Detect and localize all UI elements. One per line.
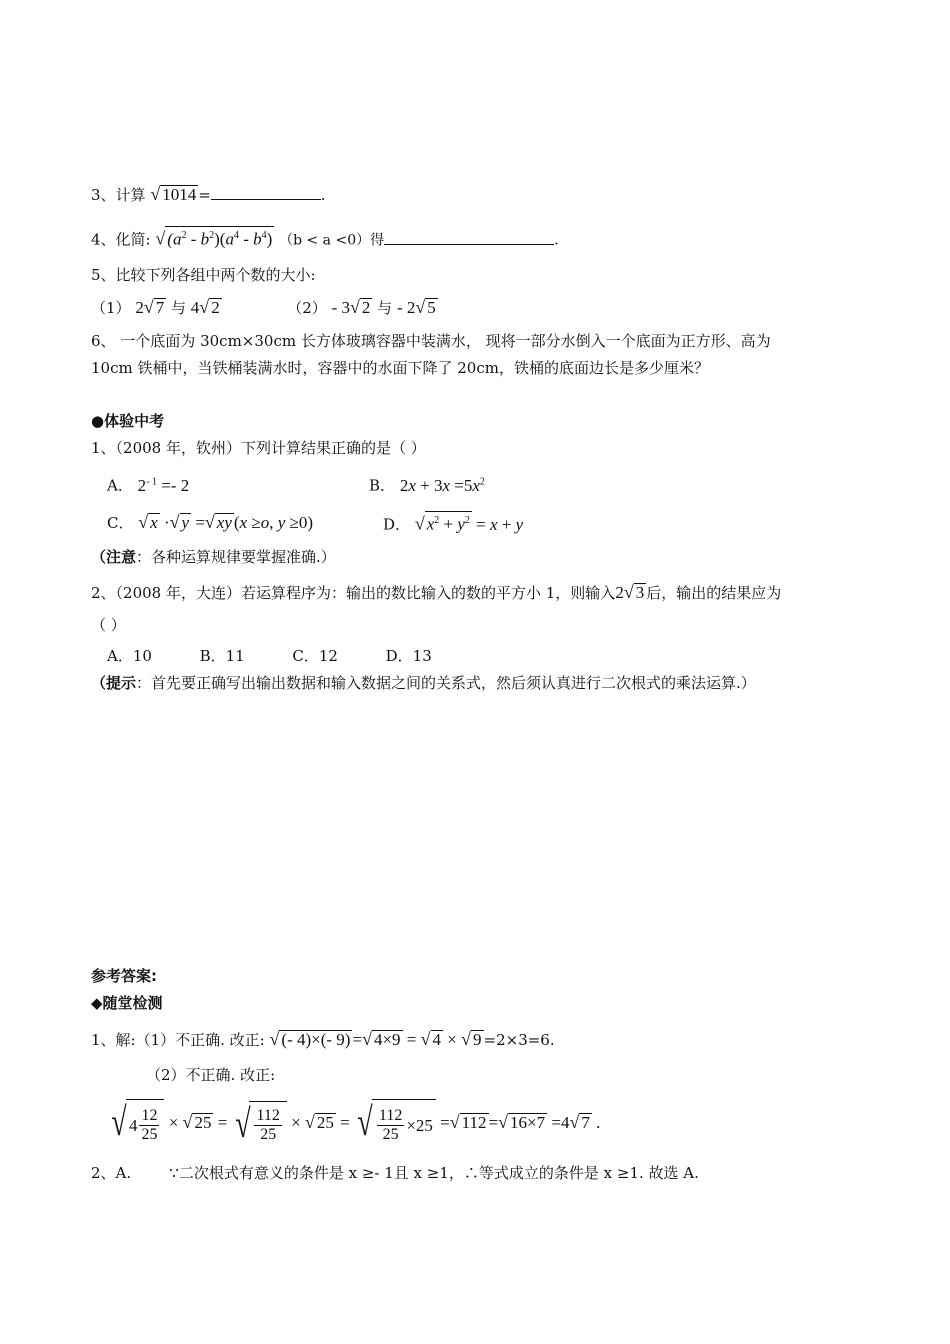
sqrt-expression: √ 1014 xyxy=(150,184,197,204)
option-d: D． √ $x^2 + y^2 = x + y$ xyxy=(383,511,523,536)
question-5-parts: （1） 2√ 7 与 4√ 2 （2） - 3√ 2 与 - 2√ 5 xyxy=(91,297,436,317)
question-4: 4、化简: √ $(a^2 - b^2)(a^4 - b^4) (b < a <0)$得 . xyxy=(91,226,559,252)
answer-2: 2、A. ∵二次根式有意义的条件是 x ≥- 1且 x ≥1，∴等式成立的条件是 x ≥1. 故选 A. xyxy=(91,1164,699,1182)
option-a: A． $2^{- 1} =- 2$ xyxy=(107,475,190,495)
option-b: B． $2x + 3x =5x^2$ xyxy=(369,475,485,495)
note-text: （注意：各种运算规律要掌握准确.） xyxy=(91,548,336,566)
question-6-line-2: 10cm 铁桶中，当铁桶装满水时，容器中的水面下降了 20cm，铁桶的底面边长是多少厘米？ xyxy=(91,359,709,377)
answer-blank[interactable] xyxy=(384,230,554,245)
section-heading-exam: ●体验中考 xyxy=(91,412,165,430)
exam-question-2-paren: （ ） xyxy=(91,616,126,634)
hint-text: （提示：首先要正确写出输出数据和输入数据之间的关系式，然后须认真进行二次根式的乘法运算.） xyxy=(91,674,756,692)
question-3: 3、计算 √ 1014 = . xyxy=(91,184,326,204)
sqrt-expression: √ $(a^2 - b^2)(a^4 - b^4)$ xyxy=(155,226,274,251)
question-5-text: 5、比较下列各组中两个数的大小: xyxy=(91,266,316,284)
exam-question-2-options: A．10 B．11 C．12 D．13 xyxy=(107,647,432,665)
option-c: C． √ x ·√ y =√ xy (x ≥o, y ≥0) xyxy=(107,512,313,532)
section-heading-check: ◆随堂检测 xyxy=(91,994,163,1012)
question-6-line-1: 6、 一个底面为 30cm×30cm 长方体玻璃容器中装满水， 现将一部分水倒入一个底面为正方形、高为 xyxy=(91,332,771,350)
answer-1-part-1: 1、解:（1）不正确. 改正: √ (- 4)×(- 9) =√ 4×9 = √ 4 × √ 9 =2×3=6. xyxy=(91,1029,555,1049)
exam-question-2: 2、（2008 年，大连）若运算程序为：输出的数比输入的数的平方小 1，则输入2√ 3 后，输出的结果应为 xyxy=(91,582,782,602)
condition-text: （b < a <0）得 xyxy=(279,232,385,249)
answers-heading: 参考答案: xyxy=(91,967,157,985)
question-3-text: 3、计算 xyxy=(91,186,146,204)
answer-1-equation: √ 4 $\frac{12}{25}$ × √ 25 = √ $\frac{112}{25}$ × √ 25 = √ $\frac{112}{25}$ ×25 =√ 112 =√ 16×7 =4√ 7 . xyxy=(108,1098,600,1150)
answer-blank[interactable] xyxy=(211,185,321,200)
exam-question-1: 1、（2008 年，钦州）下列计算结果正确的是（ ） xyxy=(91,439,426,457)
answer-1-part-2: （2）不正确. 改正: xyxy=(146,1066,276,1084)
question-4-text: 4、化简: xyxy=(91,230,151,249)
